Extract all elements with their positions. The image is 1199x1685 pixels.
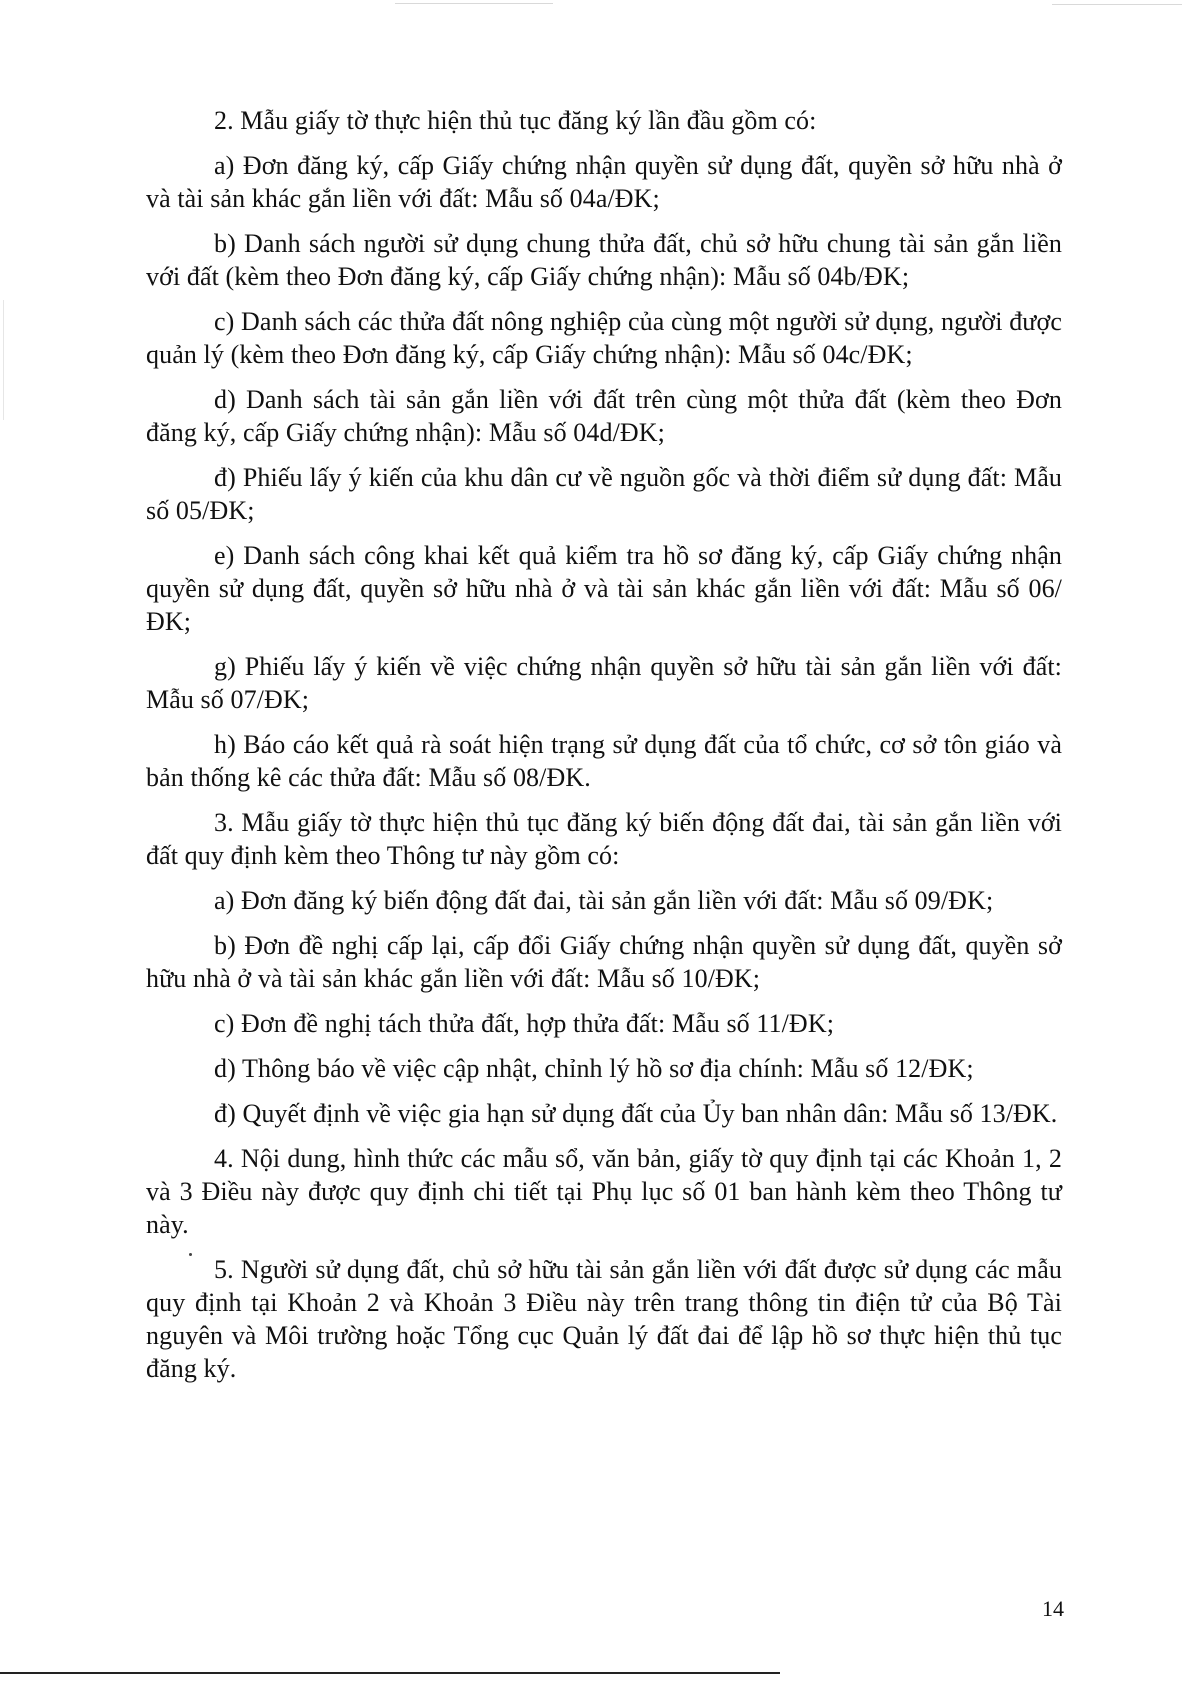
scan-artifact-left-edge (3, 300, 4, 420)
paragraph-2h: h) Báo cáo kết quả rà soát hiện trạng sử dụng đất của tổ chức, cơ sở tôn giáo và bản thống kê các thửa đất: Mẫu số 08/ĐK. (146, 730, 1062, 792)
paragraph-4: 4. Nội dung, hình thức các mẫu sổ, văn bản, giấy tờ quy định tại các Khoản 1, 2 và 3 Điều này được quy định chi tiết tại Phụ lục số 01 ban hành kèm theo Thông tư này. (146, 1144, 1062, 1239)
paragraph-3c: c) Đơn đề nghị tách thửa đất, hợp thửa đất: Mẫu số 11/ĐK; (214, 1009, 835, 1038)
paragraph-2b: b) Danh sách người sử dụng chung thửa đất, chủ sở hữu chung tài sản gắn liền với đất (kèm theo Đơn đăng ký, cấp Giấy chứng nhận): Mẫu số 04b/ĐK; (146, 229, 1062, 291)
paragraph-2c: c) Danh sách các thửa đất nông nghiệp của cùng một người sử dụng, người được quản lý (kèm theo Đơn đăng ký, cấp Giấy chứng nhận): Mẫu số 04c/ĐK; (146, 307, 1062, 369)
document-body (146, 104, 1062, 1397)
scan-artifact-top-right (1052, 4, 1182, 5)
paragraph-2dd: đ) Phiếu lấy ý kiến của khu dân cư về nguồn gốc và thời điểm sử dụng đất: Mẫu số 05/ĐK; (146, 463, 1062, 525)
paragraph-3a: a) Đơn đăng ký biến động đất đai, tài sản gắn liền với đất: Mẫu số 09/ĐK; (214, 886, 994, 915)
paragraph-3: 3. Mẫu giấy tờ thực hiện thủ tục đăng ký biến động đất đai, tài sản gắn liền với đất quy định kèm theo Thông tư này gồm có: (146, 808, 1062, 870)
page-number: 14 (1042, 1596, 1064, 1621)
paragraph-2d: d) Danh sách tài sản gắn liền với đất trên cùng một thửa đất (kèm theo Đơn đăng ký, cấp Giấy chứng nhận): Mẫu số 04d/ĐK; (146, 385, 1062, 447)
paragraph-3dd: đ) Quyết định về việc gia hạn sử dụng đất của Ủy ban nhân dân: Mẫu số 13/ĐK. (214, 1099, 1058, 1128)
scan-artifact-bottom-edge (0, 1672, 780, 1674)
paragraph-2: 2. Mẫu giấy tờ thực hiện thủ tục đăng ký lần đầu gồm có: (214, 106, 817, 135)
paragraph-2e: e) Danh sách công khai kết quả kiểm tra hồ sơ đăng ký, cấp Giấy chứng nhận quyền sử dụng đất, quyền sở hữu nhà ở và tài sản khác gắn liền với đất: Mẫu số 06/ĐK; (146, 541, 1062, 636)
paragraph-3d: d) Thông báo về việc cập nhật, chỉnh lý hồ sơ địa chính: Mẫu số 12/ĐK; (214, 1054, 974, 1083)
paragraph-5: 5. Người sử dụng đất, chủ sở hữu tài sản gắn liền với đất được sử dụng các mẫu quy định tại Khoản 2 và Khoản 3 Điều này trên trang thông tin điện tử của Bộ Tài nguyên và Môi trường hoặc Tổng cục Quản lý đất đai để lập hồ sơ thực hiện thủ tục đăng ký. (146, 1255, 1062, 1383)
paragraph-3b: b) Đơn đề nghị cấp lại, cấp đổi Giấy chứng nhận quyền sử dụng đất, quyền sở hữu nhà ở và tài sản khác gắn liền với đất: Mẫu số 10/ĐK; (146, 931, 1062, 993)
scan-artifact-top-left (395, 3, 553, 4)
paragraph-2a: a) Đơn đăng ký, cấp Giấy chứng nhận quyền sử dụng đất, quyền sở hữu nhà ở và tài sản khác gắn liền với đất: Mẫu số 04a/ĐK; (146, 151, 1062, 213)
paragraph-2g: g) Phiếu lấy ý kiến về việc chứng nhận quyền sở hữu tài sản gắn liền với đất: Mẫu số 07/ĐK; (146, 652, 1062, 714)
